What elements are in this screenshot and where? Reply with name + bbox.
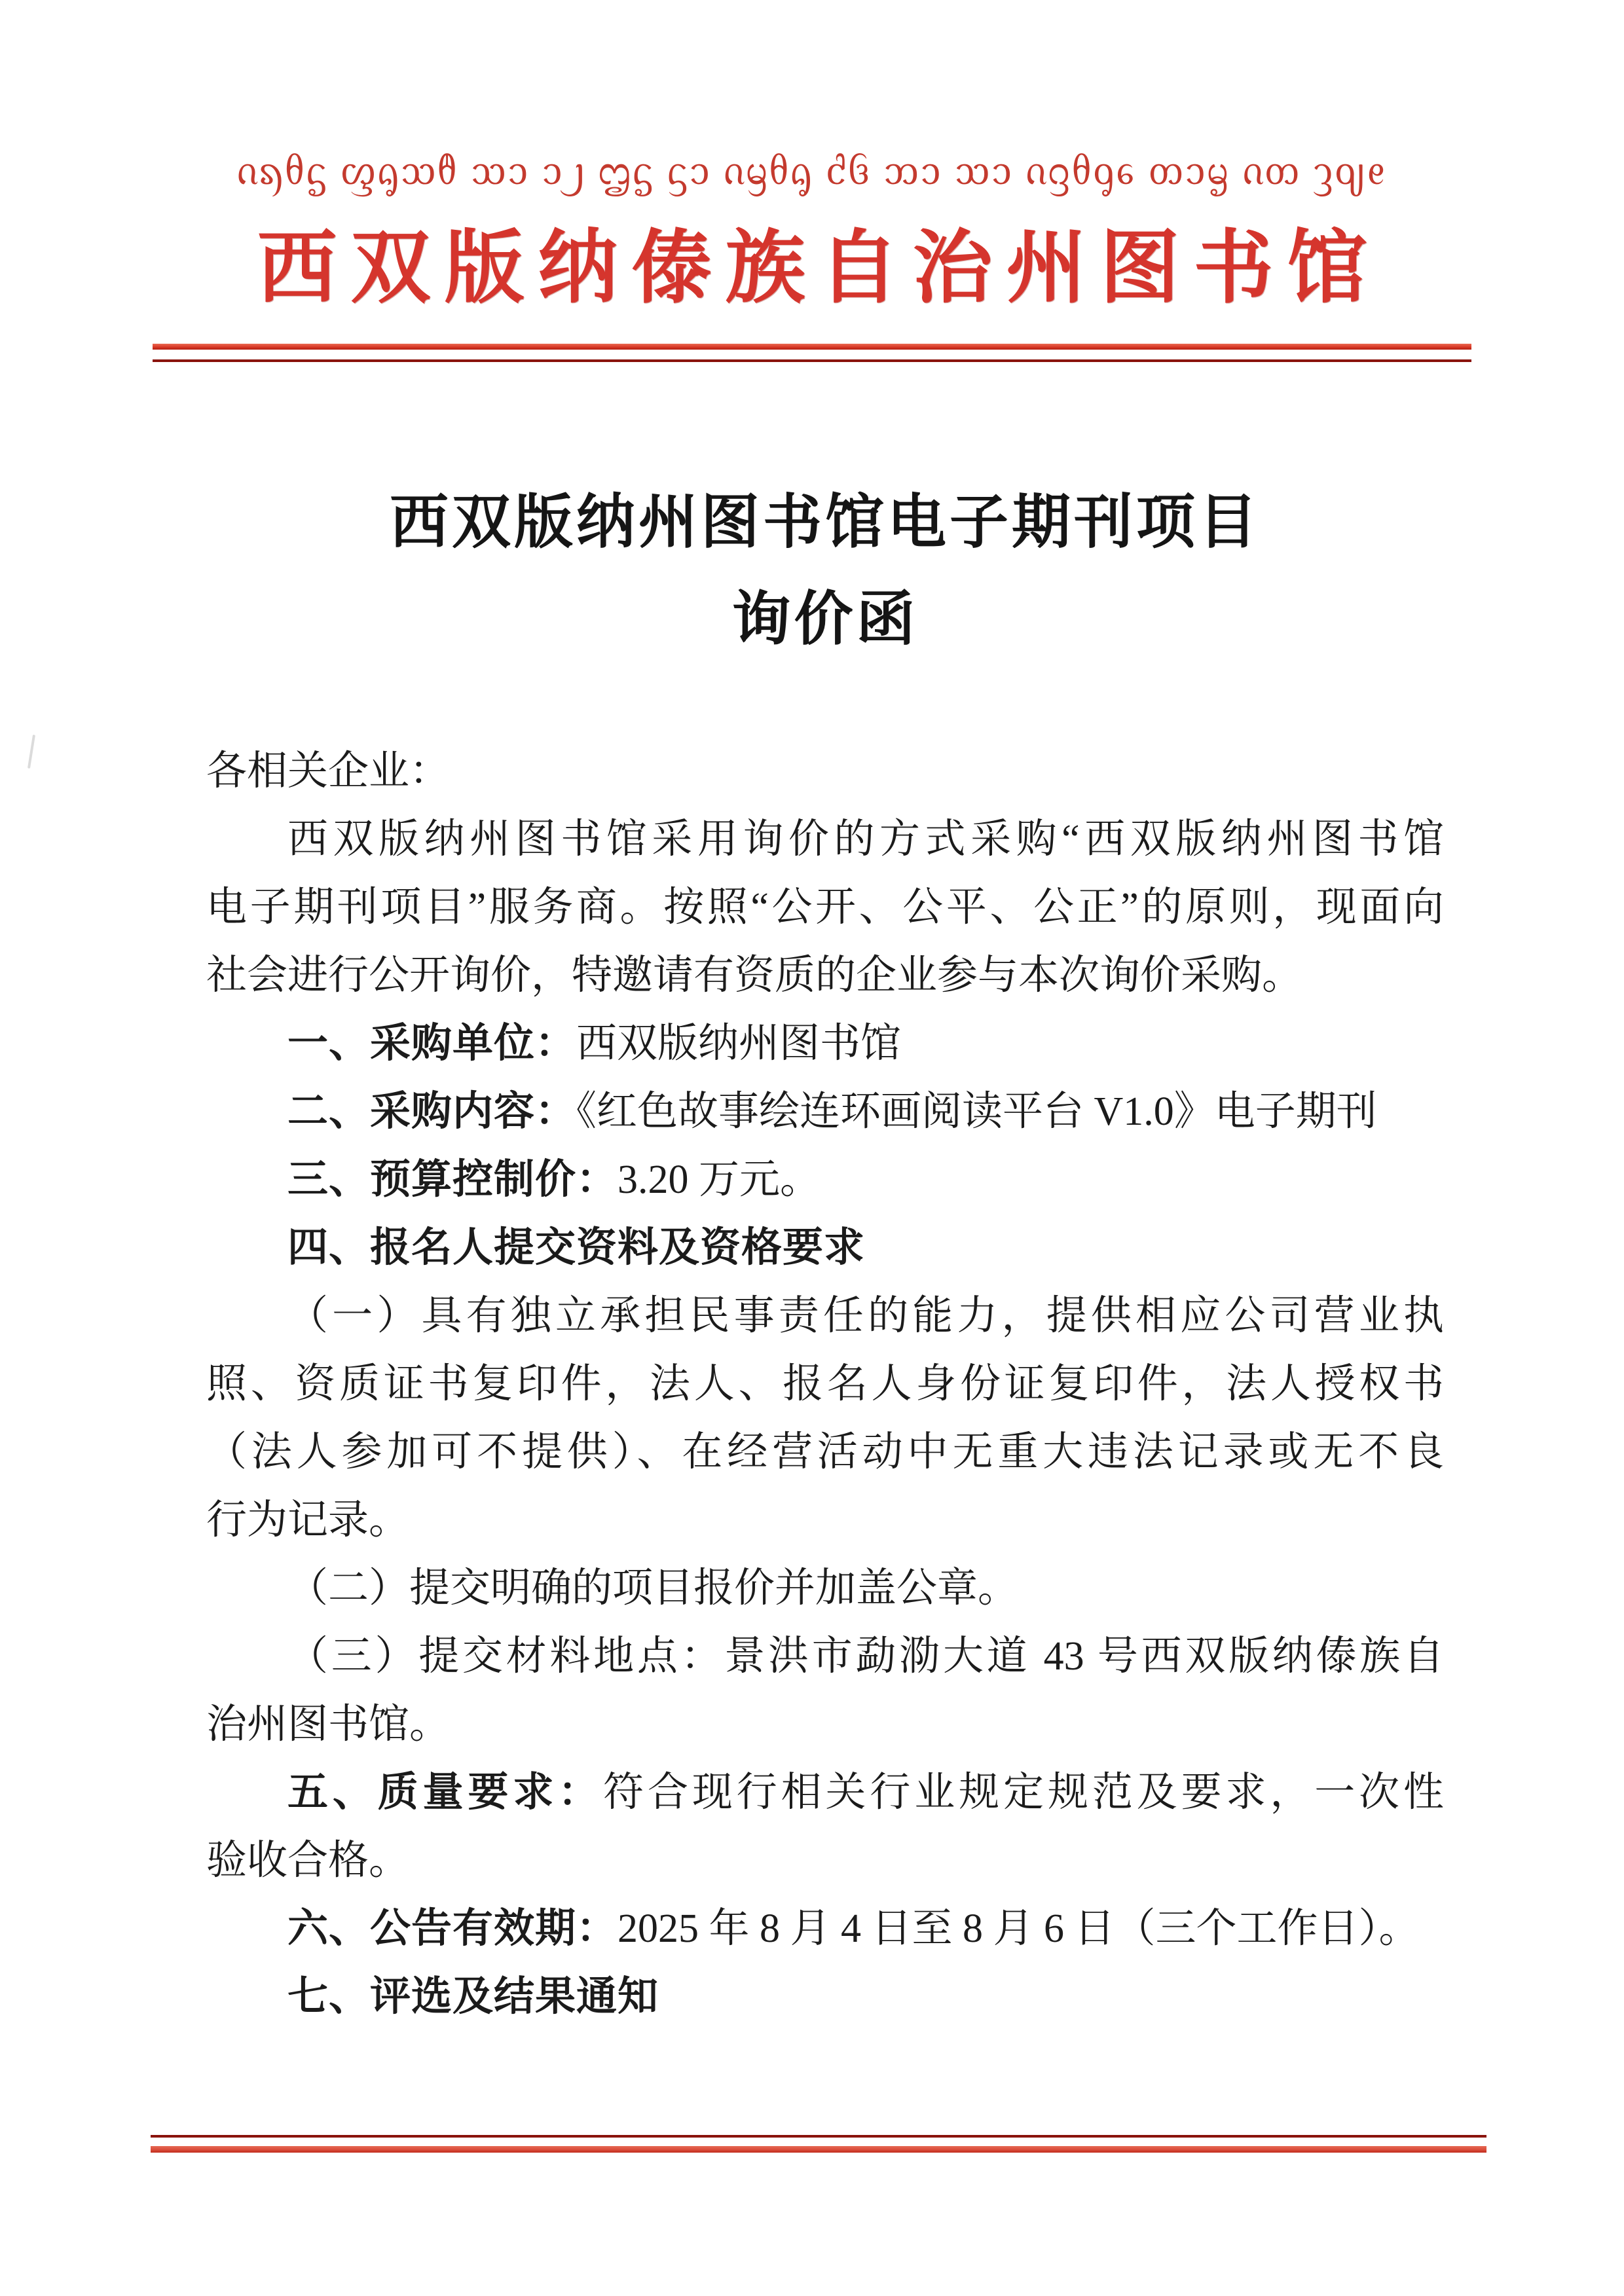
body-line — [206, 1282, 1444, 1350]
footer-rule-thick — [151, 2146, 1486, 2153]
document-title — [206, 475, 1444, 668]
body-line-label: 七、评选及结果通知 — [287, 1974, 659, 2019]
body-line-label: 一、采购单位： — [287, 1021, 577, 1066]
body-line-text: （二）提交明确的项目报价并加盖公章。 — [287, 1566, 1019, 1611]
body-line — [206, 1010, 1444, 1078]
document-title-line2: 询价函 — [731, 587, 919, 652]
header-rule-thin — [153, 359, 1471, 362]
body-line-text: 符合现行相关行业规定规范及要求，一次性 — [603, 1770, 1444, 1815]
body-line — [206, 941, 1444, 1010]
body-line — [206, 1895, 1444, 1963]
body-line-text: 西双版纳州图书馆 — [576, 1021, 902, 1066]
scan-artifact-mark — [28, 735, 35, 769]
body-line-text: 2025 年 8 月 4 日至 8 月 6 日（三个工作日）。 — [618, 1906, 1420, 1951]
body-line-text: 治州图书馆。 — [206, 1702, 451, 1747]
document-title-line1: 西双版纳州图书馆电子期刊项目 — [390, 490, 1261, 555]
body-text — [206, 737, 1444, 2031]
body-line — [206, 1214, 1444, 1282]
body-line-text: 电子期刊项目”服务商。按照“公开、公平、公正”的原则，现面向 — [206, 885, 1444, 930]
body-line — [206, 1827, 1444, 1895]
body-line — [206, 1418, 1444, 1486]
body-line-text: 验收合格。 — [206, 1838, 410, 1883]
body-line — [206, 805, 1444, 873]
body-line-label: 三、预算控制价： — [287, 1157, 618, 1202]
body-line — [206, 1758, 1444, 1827]
body-line — [206, 1078, 1444, 1146]
body-line-text: 社会进行公开询价，特邀请有资质的企业参与本次询价采购。 — [206, 953, 1303, 998]
body-line — [206, 1486, 1444, 1554]
body-line-text: （一）具有独立承担民事责任的能力，提供相应公司营业执 — [287, 1294, 1444, 1338]
footer-rule-thin — [151, 2135, 1486, 2138]
letterhead-library-name: 西双版纳傣族自治州图书馆 — [257, 225, 1381, 313]
body-line — [206, 1554, 1444, 1622]
body-line-label: 六、公告有效期： — [287, 1906, 618, 1951]
body-line — [206, 1350, 1444, 1418]
body-line — [206, 1963, 1444, 2031]
body-line — [206, 873, 1444, 941]
dai-script-line: ᦵᦣᦲᧃ ᦐᧂᦉᦹ ᦉᦱ ᦱ᧒ ᦗᧃ ᦓᦱ ᦵᦙᦲᧂ ᦺᦑ ᦘᦱ ᦉᦱ ᦵᦋᦲᧁᧈ ᦎᦱᧄ ᦵᦎ ᦡᦽᧉ — [236, 147, 1388, 193]
body-line — [206, 1146, 1444, 1214]
body-line-text: 照、资质证书复印件，法人、报名人身份证复印件，法人授权书 — [206, 1362, 1444, 1406]
body-line — [206, 1690, 1444, 1758]
body-line-text: （三）提交材料地点：景洪市勐泐大道 43 号西双版纳傣族自 — [287, 1634, 1444, 1679]
body-line-text: 各相关企业： — [206, 749, 451, 793]
header-rule-thick — [153, 344, 1471, 350]
body-line — [206, 1622, 1444, 1690]
body-line-label: 二、采购内容： — [287, 1089, 577, 1134]
body-line-text: 《红色故事绘连环画阅读平台 V1.0》电子期刊 — [576, 1089, 1377, 1134]
body-line-text: 行为记录。 — [206, 1498, 410, 1542]
body-line-label: 五、质量要求： — [287, 1770, 604, 1815]
body-line-text: （法人参加可不提供）、在经营活动中无重大违法记录或无不良 — [206, 1430, 1444, 1474]
body-line-label: 四、报名人提交资料及资格要求 — [287, 1225, 866, 1270]
body-line — [206, 737, 1444, 805]
body-line-text: 3.20 万元。 — [618, 1157, 821, 1202]
body-line-text: 西双版纳州图书馆采用询价的方式采购“西双版纳州图书馆 — [287, 817, 1444, 862]
